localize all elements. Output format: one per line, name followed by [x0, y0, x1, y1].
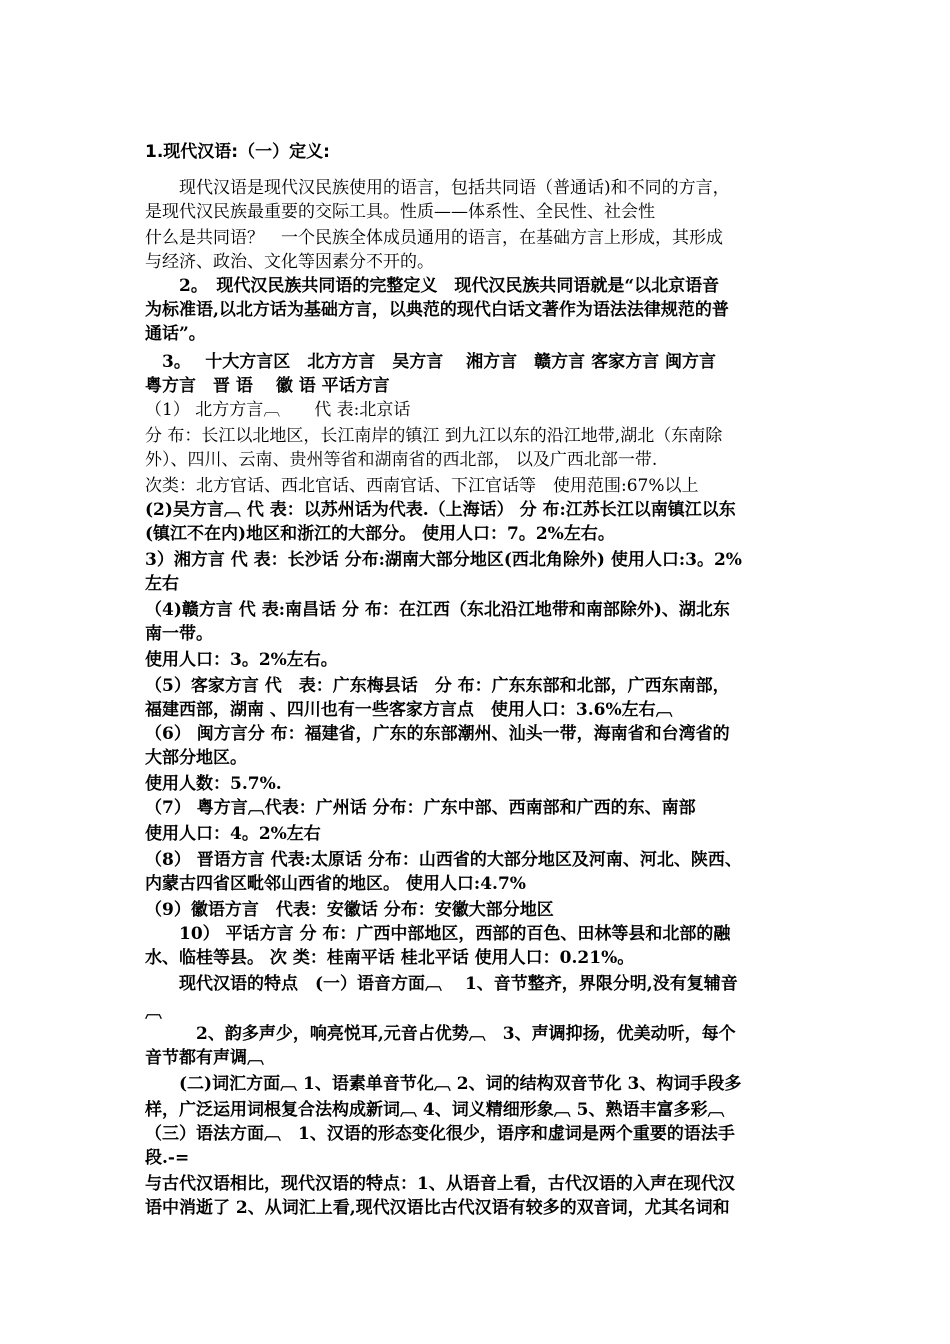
text-line: （1） 北方方言︹ 代 表:北京话	[145, 400, 411, 420]
text-line: ︹	[145, 1002, 162, 1022]
text-line: （三）语法方面︹ 1、汉语的形态变化很少，语序和虚词是两个重要的语法手	[145, 1124, 735, 1144]
text-line: 2、韵多声少，响亮悦耳,元音占优势︹ 3、声调抑扬，优美动听，每个	[145, 1024, 736, 1044]
text-line: 水、临桂等县。 次 类：桂南平话 桂北平话 使用人口：0.21%。	[145, 948, 635, 968]
text-line: （7） 粤方言︹代表：广州话 分布：广东中部、西南部和广西的东、南部	[145, 798, 696, 818]
text-line: 通话”。	[145, 324, 206, 344]
text-line: 现代汉语是现代汉民族使用的语言，包括共同语（普通话)和不同的方言，	[145, 178, 730, 198]
text-line: 使用人口：4。2%左右	[145, 824, 321, 844]
text-line: (镇江不在内)地区和浙江的大部分。 使用人口：7。2%左右。	[145, 524, 615, 544]
text-line: 分 布：长江以北地区，长江南岸的镇江 到九江以东的沿江地带,湖北（东南除	[145, 426, 723, 446]
text-line: （5）客家方言 代 表：广东梅县话 分 布：广东东部和北部，广西东南部，	[145, 676, 730, 696]
text-line: （4)赣方言 代 表:南昌话 分 布：在江西（东北沿江地带和南部除外)、湖北东	[145, 600, 730, 620]
text-line: 段.-=	[145, 1148, 190, 1168]
text-line: 大部分地区。	[145, 748, 247, 768]
text-line: 2。 现代汉民族共同语的完整定义 现代汉民族共同语就是“以北京语音	[145, 276, 720, 296]
text-line: 为标准语,以北方话为基础方言，以典范的现代白话文著作为语法法律规范的普	[145, 300, 729, 320]
text-line: 内蒙古四省区毗邻山西省的地区。 使用人口:4.7%	[145, 874, 526, 894]
text-line: 语中消逝了 2、从词汇上看,现代汉语比古代汉语有较多的双音词，尤其名词和	[145, 1198, 730, 1218]
text-line: 粤方言 晋 语 徽 语 平话方言	[145, 376, 390, 396]
text-line: 外）、四川、云南、贵州等省和湖南省的西北部， 以及广西北部一带.	[145, 450, 658, 470]
dialect-areas-heading: 3。 十大方言区 北方方言 吴方言 湘方言 赣方言 客家方言 闽方言	[145, 352, 717, 372]
text-line: 与古代汉语相比，现代汉语的特点：1、从语音上看，古代汉语的入声在现代汉	[145, 1174, 735, 1194]
text-line: (二)词汇方面︹ 1、语素单音节化︹ 2、词的结构双音节化 3、构词手段多	[145, 1074, 742, 1094]
text-line: 样，广泛运用词根复合法构成新词︹ 4、词义精细形象︹ 5、熟语丰富多彩︹	[145, 1100, 725, 1120]
text-line: 左右	[145, 574, 179, 594]
features-heading: 现代汉语的特点 (一）语音方面︹ 1、音节整齐，界限分明,没有复辅音	[145, 974, 738, 994]
text-line: 南一带。	[145, 624, 213, 644]
text-line: 次类：北方官话、西北官话、西南官话、下江官话等 使用范围:67%以上	[145, 476, 699, 496]
text-line: 什么是共同语？ 一个民族全体成员通用的语言，在基础方言上形成，其形成	[145, 228, 723, 248]
section-heading-definition: 1.现代汉语:（一）定义:	[145, 142, 330, 162]
text-line: （8） 晋语方言 代表:太原话 分布：山西省的大部分地区及河南、河北、陕西、	[145, 850, 742, 870]
text-line: 3）湘方言 代 表：长沙话 分布:湖南大部分地区(西北角除外) 使用人口:3。2%	[145, 550, 742, 570]
text-line: 音节都有声调︹	[145, 1048, 264, 1068]
text-line: 是现代汉民族最重要的交际工具。性质——体系性、全民性、社会性	[145, 202, 655, 222]
text-line: 10） 平话方言 分 布：广西中部地区，西部的百色、田林等县和北部的融	[145, 924, 731, 944]
text-line: (2)吴方言︹ 代 表：以苏州话为代表.（上海话） 分 布:江苏长江以南镇江以东	[145, 500, 736, 520]
text-line: （6） 闽方言分 布：福建省，广东的东部潮州、汕头一带，海南省和台湾省的	[145, 724, 730, 744]
text-line: 使用人口：3。2%左右。	[145, 650, 338, 670]
text-line: 与经济、政治、文化等因素分不开的。	[145, 252, 434, 272]
text-line: （9）徽语方言 代表：安徽话 分布：安徽大部分地区	[145, 900, 554, 920]
text-line: 福建西部，湖南 、四川也有一些客家方言点 使用人口：3.6%左右︹	[145, 700, 673, 720]
text-line: 使用人数：5.7%.	[145, 774, 282, 794]
